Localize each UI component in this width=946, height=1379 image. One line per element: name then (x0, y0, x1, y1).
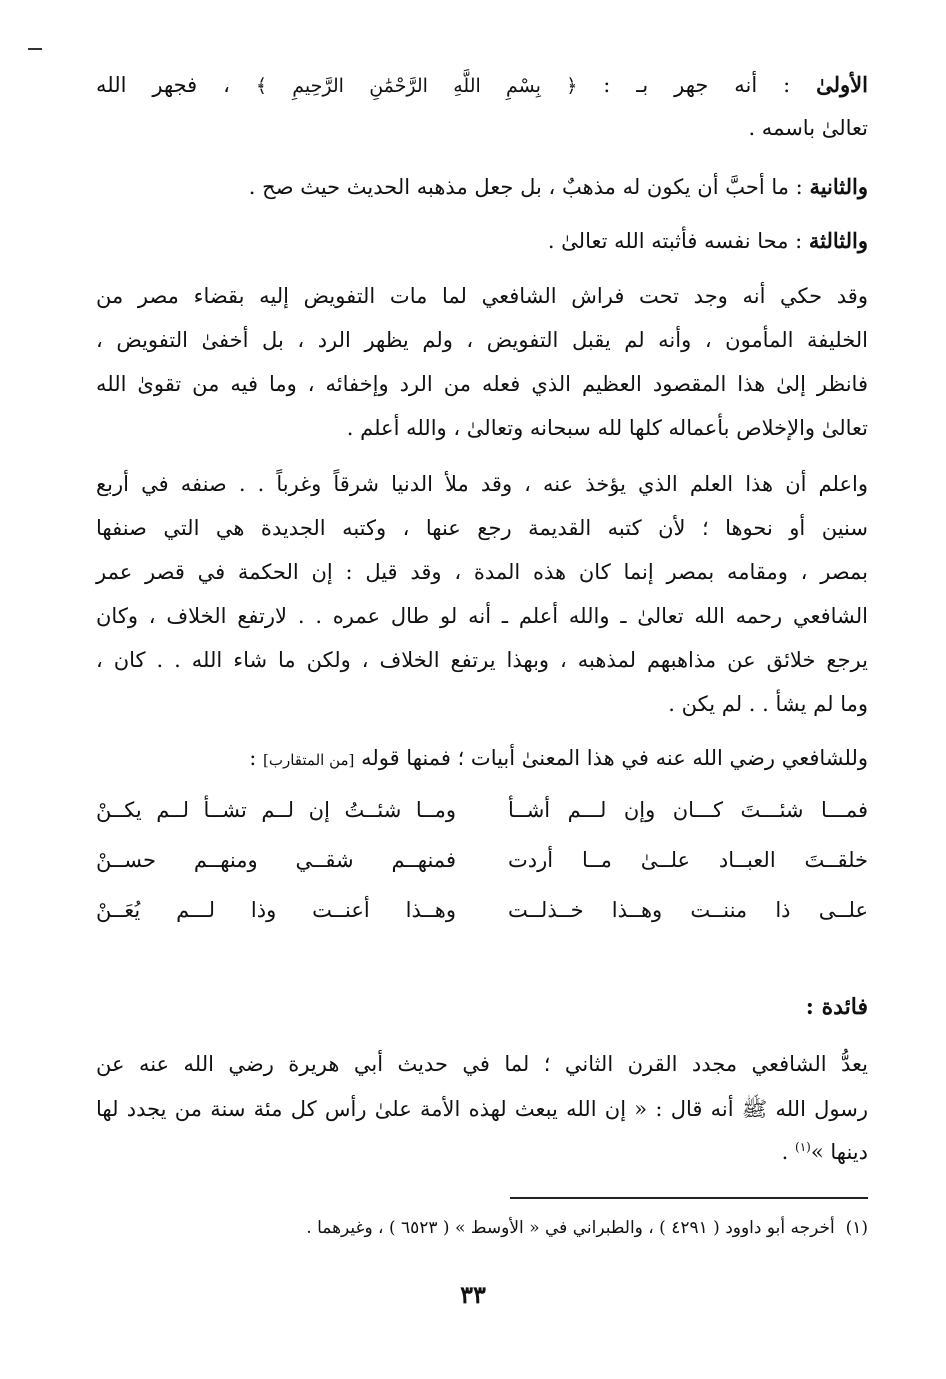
meter-label: [من المتقارب] (263, 751, 355, 769)
poem-verse (96, 848, 868, 888)
paragraph-line: بمصر ، ومقامه بمصر إنما كان هذه المدة ، وقد قيل : إن الحكمة في قصر عمر (96, 560, 868, 584)
paragraph-first-line2: تعالىٰ باسمه . (748, 116, 868, 140)
footnote (96, 1218, 868, 1238)
paragraph-line: وقد حكي أنه وجد تحت فراش الشافعي لما مات التفويض إليه بقضاء مصر من (96, 284, 868, 308)
paragraph-third (548, 228, 868, 253)
text-segment: وللشافعي رضي الله عنه في هذا المعنىٰ أبيات ؛ فمنها قوله (354, 746, 868, 770)
footnote-divider (510, 1197, 868, 1199)
paragraph-first-line (96, 72, 868, 97)
poem-second-hemistich: فمنهــم شقــي ومنهــم حســنْ (96, 848, 456, 872)
footnote-reference: (١) (795, 1140, 811, 1154)
text-segment: : ما أحبَّ أن يكون له مذهبٌ ، بل جعل مذهبه الحديث حيث صح . (248, 175, 810, 199)
label-second: والثانية (809, 174, 868, 199)
label-third: والثالثة (808, 228, 868, 253)
text-segment: : أنه جهر بـ : (577, 73, 817, 97)
page-number: ٣٣ (460, 1280, 486, 1309)
paragraph-line: الخليفة المأمون ، وأنه لم يقبل التفويض ، ولم يظهر الرد ، بل أخفىٰ التفويض ، (96, 328, 868, 352)
section-heading: فائدة : (805, 994, 868, 1020)
poem-intro (249, 746, 868, 770)
poem-first-hemistich: خلقــتَ العبــاد علــىٰ مــا أردت (508, 848, 868, 872)
paragraph-line: الشافعي رحمه الله تعالىٰ ـ والله أعلم ـ أنه لو طال عمره . . لارتفع الخلاف ، وكان (96, 604, 868, 628)
footnote-text: أخرجه أبو داوود ( ٤٢٩١ ) ، والطبراني في « الأوسط » ( ٦٥٢٣ ) ، وغيرهما . (306, 1218, 835, 1238)
paragraph-line: وما لم يشأ . . لم يكن . (668, 692, 868, 716)
paragraph-line (96, 1140, 868, 1164)
text-segment: : (249, 746, 264, 770)
text-segment: دينها » (810, 1140, 868, 1164)
poem-first-hemistich: علــى ذا مننــت وهــذا خــذلــت (508, 898, 868, 922)
text-segment: . (781, 1140, 796, 1164)
paragraph-line: واعلم أن هذا العلم الذي يؤخذ عنه ، وقد ملأ الدنيا شرقاً وغرباً . . صنفه في أربع (96, 472, 868, 496)
paragraph-line: رسول الله ﷺ أنه قال : « إن الله يبعث لهذه الأمة علىٰ رأس كل مئة سنة من يجدد لها (96, 1097, 868, 1121)
paragraph-line: سنين أو نحوها ؛ لأن كتبه القديمة رجع عنها ، وكتبه الجديدة هي التي صنفها (96, 516, 868, 540)
text-segment: : محا نفسه فأثبته الله تعالىٰ . (547, 229, 809, 253)
poem-verse (96, 898, 868, 938)
label-first: الأولىٰ (816, 72, 868, 97)
poem-second-hemistich: ومــا شئــتُ إن لــم تشــأ لــم يكــنْ (96, 798, 456, 822)
basmala: ﴿ بِسْمِ اللَّهِ الرَّحْمَٰنِ الرَّحِيمِ ﴾ (255, 75, 578, 97)
paragraph-line: يعدُّ الشافعي مجدد القرن الثاني ؛ لما في حديث أبي هريرة رضي الله عنه عن (96, 1052, 868, 1076)
text-segment: ، فجهر الله (96, 73, 256, 97)
paragraph-line: فانظر إلىٰ هذا المقصود العظيم الذي فعله من الرد وإخفائه ، وما فيه من تقوىٰ الله (96, 372, 868, 396)
poem-verse (96, 798, 868, 838)
paragraph-second (249, 174, 868, 199)
poem-second-hemistich: وهــذا أعنــت وذا لـــم يُعَــنْ (96, 898, 456, 922)
margin-mark (28, 48, 42, 50)
poem-first-hemistich: فمـــا شئـــتَ كـــان وإن لـــم أشــأ (508, 798, 868, 822)
paragraph-line: يرجع خلائق عن مذاهبهم لمذهبه ، وبهذا يرتفع الخلاف ، ولكن ما شاء الله . . كان ، (96, 648, 868, 672)
footnote-number: (١) (845, 1218, 868, 1238)
paragraph-line: تعالىٰ والإخلاص بأعماله كلها لله سبحانه وتعالىٰ ، والله أعلم . (346, 416, 868, 440)
